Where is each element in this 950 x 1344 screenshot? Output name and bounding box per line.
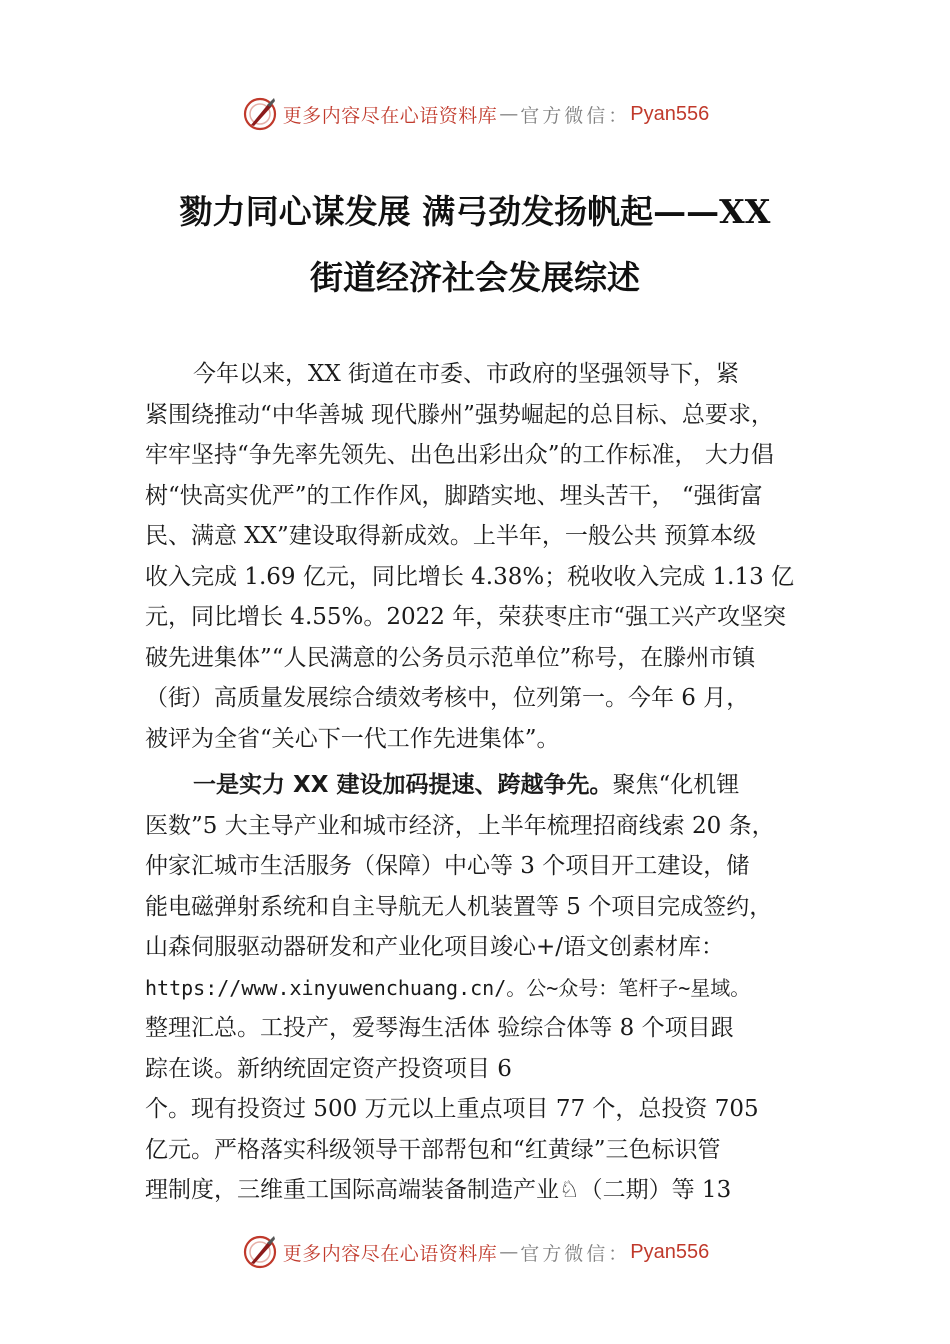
quill-pen-logo-icon	[241, 1233, 279, 1271]
text-line: 个。现有投资过 500 万元以上重点项目 77 个，总投资 705	[145, 1096, 759, 1122]
banner-text: 更多内容尽在心语资料库	[282, 104, 498, 127]
text-line: 踪在谈。新纳统固定资产投资项目 6	[145, 1055, 512, 1082]
banner-text: 更多内容尽在心语资料库	[282, 1242, 498, 1265]
banner-wechat-label: 官方微信：	[520, 1242, 631, 1265]
text-line: 医数”5 大主导产业和城市经济，上半年梳理招商线索 20 条，	[145, 812, 775, 839]
text-line: （街）高质量发展综合绩效考核中，位列第一。今年 6 月，	[145, 685, 750, 711]
banner-wechat-id: Pyan556	[630, 102, 710, 125]
footer-banner	[0, 1232, 950, 1272]
header-banner	[0, 94, 950, 134]
banner-separator: —	[499, 103, 519, 125]
text-line: 树“快高实优严”的工作作风，脚踏实地、埋头苦干， “强街富	[145, 482, 763, 509]
banner-wechat-label: 官方微信：	[520, 104, 631, 127]
paragraph-intro	[145, 354, 845, 759]
text-line: 理制度，三维重工国际高端装备制造产业♘（二期）等 13	[145, 1177, 732, 1203]
paragraph-section-1	[145, 765, 845, 1211]
text-line: 仲家汇城市生活服务（保障）中心等 3 个项目开工建设，储	[145, 853, 750, 879]
text-line: 收入完成 1.69 亿元，同比增长 4.38%；税收收入完成 1.13 亿	[145, 563, 795, 590]
document-title-line-1: 勠力同心谋发展 满弓劲发扬帆起——XX	[179, 192, 771, 231]
text-line: 元，同比增长 4.55%。2022 年，荣获枣庄市“强工兴产攻坚突	[145, 604, 786, 630]
text-line: 民、满意 XX”建设取得新成效。上半年，一般公共 预算本级	[145, 523, 757, 549]
text-line: 亿元。严格落实科级领导干部帮包和“红黄绿”三色标识管	[145, 1136, 721, 1163]
text-line: 山森伺服驱动器研发和产业化项目竣心+/语文创素材库：	[145, 934, 725, 960]
text-line: 牢牢坚持“争先率先领先、出色出彩出众”的工作标准， 大力倡	[145, 442, 774, 468]
document-title-line-2: 街道经济社会发展综述	[310, 258, 640, 297]
text-line	[145, 765, 845, 806]
banner-wechat-id: Pyan556	[630, 1240, 710, 1263]
quill-pen-logo-icon	[241, 95, 279, 133]
text-line: 今年以来，XX 街道在市委、市政府的坚强领导下，紧	[193, 361, 740, 387]
banner-separator: —	[499, 1241, 519, 1263]
section-heading: 一是实力 XX 建设加码提速、跨越争先。	[193, 772, 613, 798]
text-line: 被评为全省“关心下一代工作先进集体”。	[145, 725, 560, 752]
text-run: 聚焦“化机锂	[612, 772, 740, 798]
text-line: 能电磁弹射系统和自主导航无人机装置等 5 个项目完成签约，	[145, 893, 773, 920]
text-line: 紧围绕推动“中华善城 现代滕州”强势崛起的总目标、总要求，	[145, 401, 774, 428]
text-line: 破先进集体”“人民满意的公务员示范单位”称号，在滕州市镇	[145, 644, 756, 671]
text-line-url: https://www.xinyuwenchuang.cn/。公~众号：笔杆子~星域。	[145, 975, 751, 1000]
text-line: 整理汇总。工投产，爱琴海生活体 验综合体等 8 个项目跟	[145, 1015, 734, 1041]
